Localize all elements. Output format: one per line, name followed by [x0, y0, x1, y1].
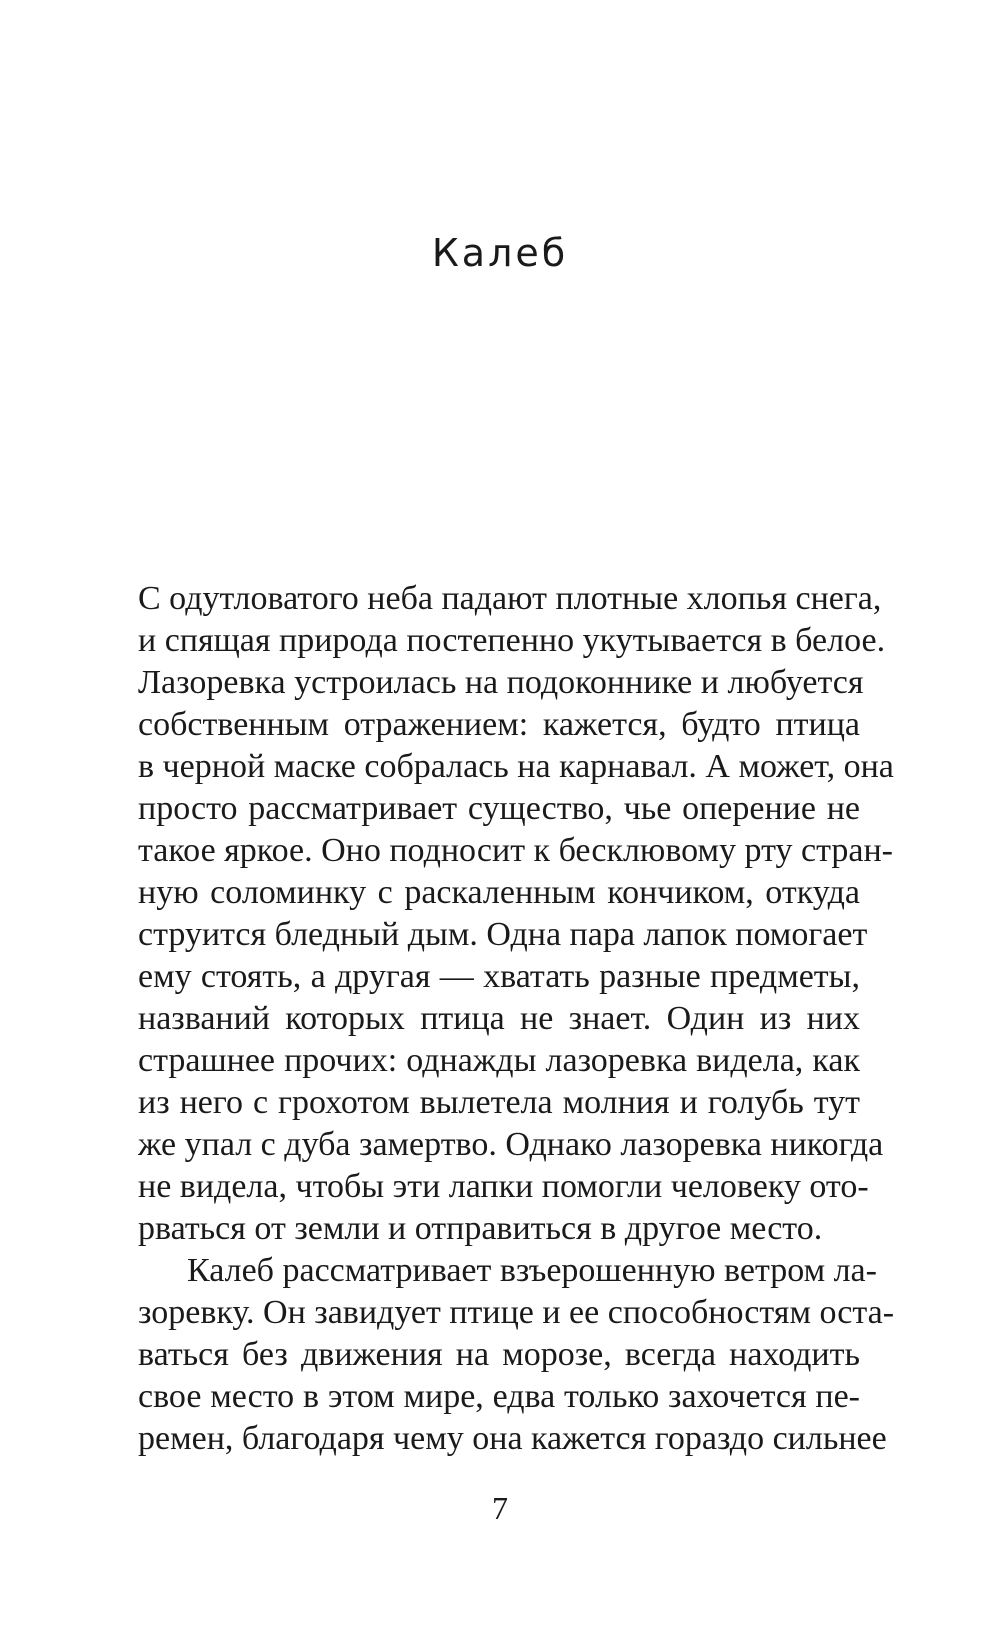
text-line: струится бледный дым. Одна пара лапок помогает: [138, 916, 868, 953]
text-line: зоревку. Он завидует птице и ее способностям оста-: [138, 1294, 895, 1331]
text-line: такое яркое. Оно подносит к бесклювому рту стран-: [138, 832, 893, 869]
text-line: ную соломинку с раскаленным кончиком, откуда: [138, 874, 860, 911]
text-line: просто рассматривает существо, чье оперение не: [138, 790, 860, 827]
text-line: названий которых птица не знает. Один из них: [138, 1000, 860, 1037]
paragraph-1: [138, 578, 894, 1250]
text-line: и спящая природа постепенно укутывается в белое.: [138, 622, 886, 659]
text-line: Лазоревка устроилась на подоконнике и любуется: [138, 664, 864, 701]
body-text: [138, 578, 895, 1460]
text-line: собственным отражением: кажется, будто птица: [138, 706, 860, 743]
text-line: Калеб рассматривает взъерошенную ветром ла-: [187, 1252, 877, 1289]
text-line: страшнее прочих: однажды лазоревка видела, как: [138, 1042, 860, 1079]
text-line: ваться без движения на морозе, всегда находить: [138, 1336, 860, 1373]
text-line: свое место в этом мире, едва только захочется пе-: [138, 1378, 860, 1415]
text-line: в черной маске собралась на карнавал. А может, она: [138, 748, 894, 785]
paragraph-2: [138, 1250, 895, 1460]
text-line: рваться от земли и отправиться в другое место.: [138, 1210, 823, 1247]
text-line: ему стоять, а другая — хватать разные предметы,: [138, 958, 860, 995]
text-line: из него с грохотом вылетела молния и голубь тут: [138, 1084, 860, 1121]
chapter-title: Калеб: [431, 231, 569, 275]
text-line: же упал с дуба замертво. Однако лазоревка никогда: [138, 1126, 884, 1163]
text-line: С одутловатого неба падают плотные хлопья снега,: [138, 580, 882, 617]
text-line: не видела, чтобы эти лапки помогли человеку ото-: [138, 1168, 869, 1205]
text-line: ремен, благодаря чему она кажется гораздо сильнее: [138, 1420, 887, 1457]
page-number: 7: [492, 1490, 508, 1526]
